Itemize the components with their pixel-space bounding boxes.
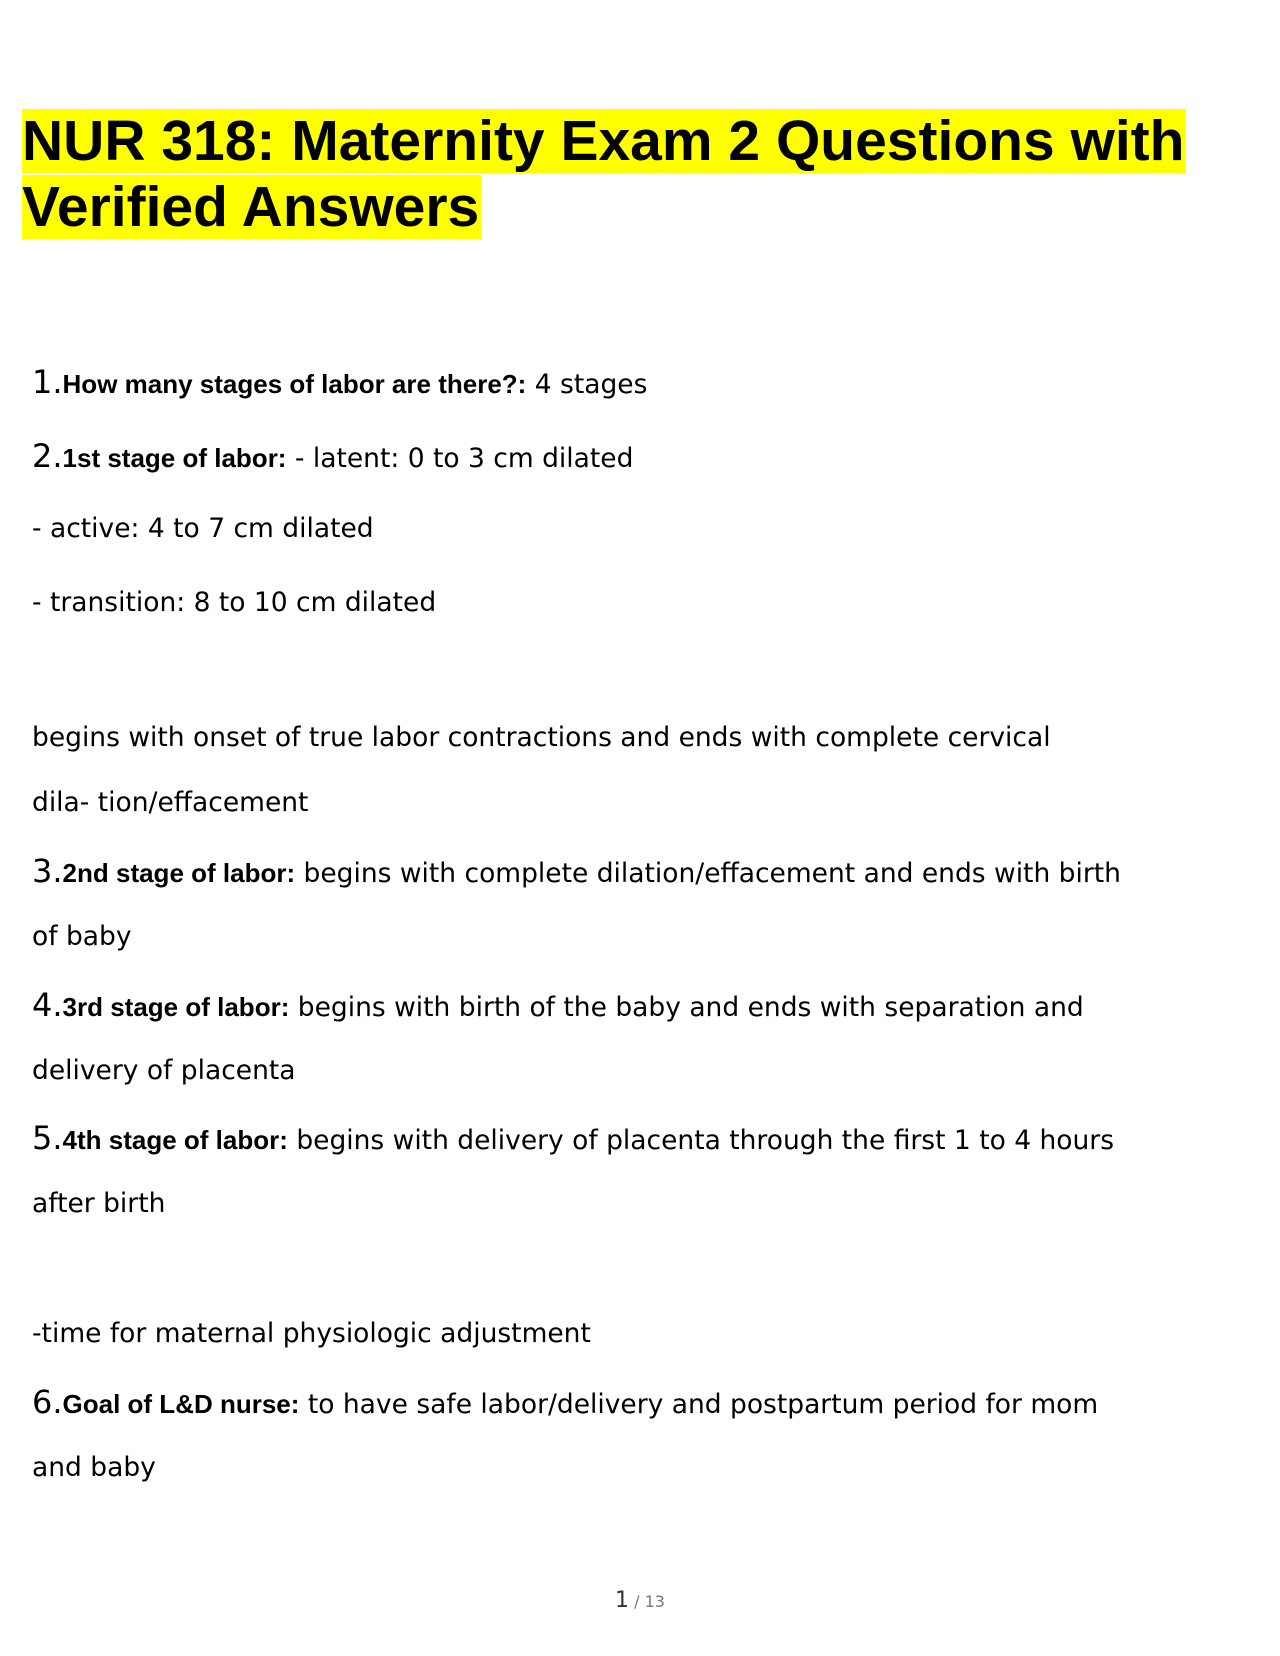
item-number: 1. <box>32 363 63 401</box>
answer-line-active: - active: 4 to 7 cm dilated <box>32 513 374 544</box>
answer-line-stage1-desc-cont: dila- tion/effacement <box>32 787 309 818</box>
item-number: 3. <box>32 852 63 890</box>
current-page: 1 <box>615 1588 630 1613</box>
document-title <box>22 108 1262 240</box>
item-answer: - latent: 0 to 3 cm dilated <box>286 443 634 474</box>
item-question: Goal of L&D nurse: <box>62 1389 300 1419</box>
answer-line-stage3-cont: delivery of placenta <box>32 1055 296 1086</box>
item-question: 2nd stage of labor: <box>62 858 296 888</box>
item-question: 4th stage of labor: <box>62 1125 288 1155</box>
item-question: 1st stage of labor: <box>62 443 287 473</box>
page-indicator <box>0 1588 1280 1613</box>
item-number: 2. <box>32 437 63 475</box>
qa-item-2 <box>32 438 633 477</box>
item-question: 3rd stage of labor: <box>62 992 290 1022</box>
answer-line-stage4-cont: after birth <box>32 1188 166 1219</box>
answer-line-stage4-note: -time for maternal physiologic adjustment <box>32 1318 591 1349</box>
item-number: 5. <box>32 1119 63 1157</box>
title-highlight: NUR 318: Maternity Exam 2 Questions with Verified Answers <box>22 109 1185 239</box>
item-answer: 4 stages <box>526 369 648 400</box>
answer-line-stage2-cont: of baby <box>32 921 132 952</box>
item-question: How many stages of labor are there?: <box>62 369 527 399</box>
item-number: 6. <box>32 1383 63 1421</box>
qa-item-4 <box>32 987 1084 1026</box>
total-pages: / 13 <box>634 1592 665 1611</box>
qa-item-1 <box>32 364 647 403</box>
item-number: 4. <box>32 986 63 1024</box>
item-answer: begins with delivery of placenta through the first 1 to 4 hours <box>287 1125 1115 1156</box>
qa-item-5 <box>32 1120 1114 1159</box>
answer-line-stage1-desc: begins with onset of true labor contractions and ends with complete cervical <box>32 722 1051 753</box>
qa-item-3 <box>32 853 1121 892</box>
answer-line-transition: - transition: 8 to 10 cm dilated <box>32 587 437 618</box>
item-answer: begins with birth of the baby and ends with separation and <box>289 992 1084 1023</box>
item-answer: begins with complete dilation/effacement and ends with birth <box>295 858 1121 889</box>
item-answer: to have safe labor/delivery and postpartum period for mom <box>299 1389 1099 1420</box>
qa-item-6 <box>32 1384 1098 1423</box>
answer-line-goal-cont: and baby <box>32 1452 156 1483</box>
